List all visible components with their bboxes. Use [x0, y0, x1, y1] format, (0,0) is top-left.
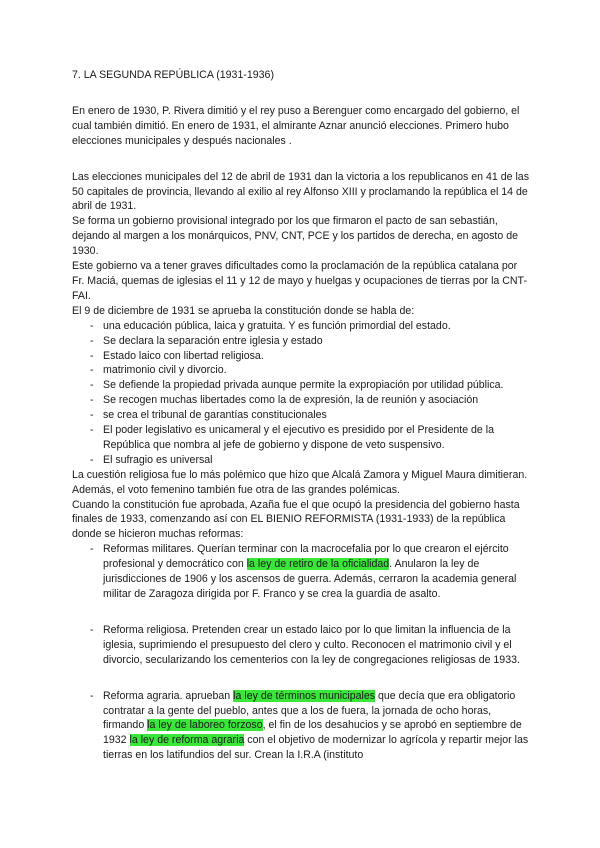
elections-paragraph: Las elecciones municipales del 12 de abril de 1931 dan la victoria a los republicanos en 41 de las 50 capitales de provincia, llevando al exilio al rey Alfonso XIII y proclamando la república el 14 de abril de 1931. [72, 170, 530, 213]
list-item: - Se declara la separación entre iglesia y estado [72, 334, 532, 349]
list-item: - El poder legislativo es unicameral y el ejecutivo es presidido por el Presidente de la República que nombra al jefe de gobierno y dispone de veto suspensivo. [72, 423, 532, 453]
agrarian-reform-item [72, 689, 532, 764]
bienio-reformista-paragraph: Cuando la constitución fue aprobada, Azaña fue el que ocupó la presidencia del gobierno hasta finales de 1933, comenzando así con EL BIENIO REFORMISTA (1931-1933) de la república donde se hicieron muchas reformas: [72, 498, 520, 541]
section-title: 7. LA SEGUNDA REPÚBLICA (1931-1936) [72, 69, 274, 81]
list-item: - matrimonio civil y divorcio. [72, 363, 532, 378]
highlighted-law: la ley de laboreo forzoso [147, 719, 263, 732]
highlighted-law: la ley de reforma agraria [129, 734, 245, 747]
military-reform-item [72, 542, 532, 602]
constitution-list [72, 319, 532, 468]
list-item: - Se recogen muchas libertades como la de expresión, la de reunión y asociación [72, 393, 532, 408]
reforms-list [72, 542, 532, 763]
religious-question-paragraph: La cuestión religiosa fue lo más polémico que hizo que Alcalá Zamora y Miguel Maura dimitieran. Además, el voto femenino también fue otra de las grandes polémicas. [72, 468, 528, 496]
reform-text: con el objetivo de modernizar lo agrícola y repartir mejor las tierras en los latifundios del sur. Crean la I.R.A (instituto [103, 734, 529, 762]
list-item: - Estado laico con libertad religiosa. [72, 349, 532, 364]
provisional-government-paragraph: Se forma un gobierno provisional integrado por los que firmaron el pacto de san sebastián, dejando al margen a los monárquicos, PNV, CNT, PCE y los partidos de derecha, en agosto de 1930. [72, 215, 518, 258]
highlighted-law: la ley de términos municipales [233, 689, 376, 702]
reform-text: Reforma agraria. aprueban [103, 689, 234, 702]
reform-text: , el fin de los desahucios y se aprobó en septiembre de 1932 [103, 719, 522, 747]
document-body [72, 68, 532, 763]
highlighted-law: la ley de retiro de la oficialidad [246, 558, 390, 571]
list-item: - El sufragio es universal [72, 453, 532, 468]
list-item: - Se defiende la propiedad privada aunque permite la expropiación por utilidad pública. [72, 378, 532, 393]
religious-reform-item: - Reforma religiosa. Pretenden crear un estado laico por lo que limitan la influencia de la iglesia, suprimiendo el presupuesto del clero y culto. Reconocen el matrimonio civil y el divorcio, secularizando los cementerios con la ley de congregaciones religiosas de 1933. [72, 623, 532, 668]
reform-text: Reformas militares. Querían terminar con la macrocefalia por lo que crearon el ejército profesional y democrático con [103, 543, 509, 571]
reform-text: que decía que era obligatorio contratar a la gente del pueblo, antes que a los de fuera, la jornada de ocho horas, firmando [103, 689, 516, 732]
reform-text: . Anularon la ley de jurisdicciones de 1906 y los ascensos de guerra. Además, cerraron la academia general militar de Zaragoza dirigida por F. Franco y se crea la guardia de asalto. [103, 558, 517, 600]
list-item: - se crea el tribunal de garantías constitucionales [72, 408, 532, 423]
constitution-intro: El 9 de diciembre de 1931 se aprueba la constitución donde se habla de: [72, 304, 415, 317]
difficulties-paragraph: Este gobierno va a tener graves dificultades como la proclamación de la república catalana por Fr. Maciá, quemas de iglesias el 11 y 12 de mayo y huelgas y ocupaciones de tierras por la CNT-FAI. [72, 260, 527, 302]
intro-paragraph: En enero de 1930, P. Rivera dimitió y el rey puso a Berenguer como encargado del gobierno, el cual también dimitió. En enero de 1931, el almirante Aznar anunció elecciones. Primero hubo elecciones municipales y después nacionales . [72, 104, 520, 147]
list-item: - una educación pública, laica y gratuita. Y es función primordial del estado. [72, 319, 532, 334]
